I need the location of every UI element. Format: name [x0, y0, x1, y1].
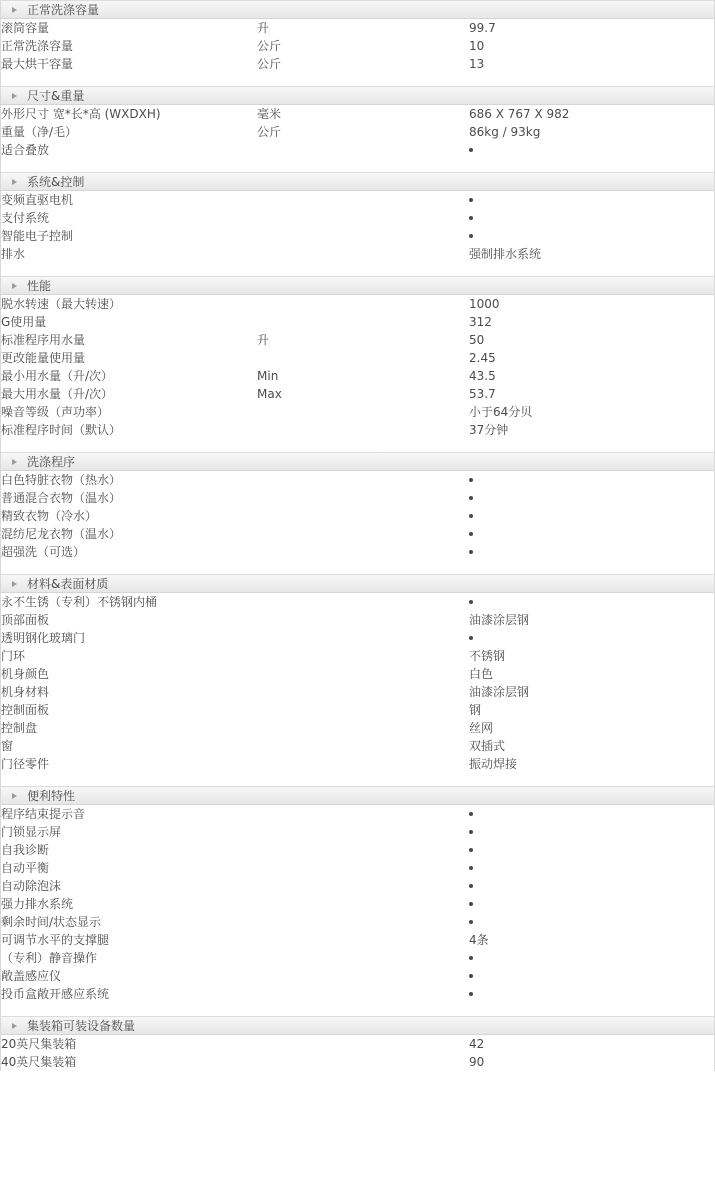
spec-table	[1, 471, 715, 561]
spec-value: 90	[469, 1055, 485, 1069]
bullet-icon	[469, 974, 473, 978]
table-row	[1, 209, 715, 227]
section-gap	[1, 263, 714, 276]
bullet-icon	[469, 496, 473, 500]
spec-unit	[257, 683, 469, 701]
spec-unit	[257, 141, 469, 159]
spec-name: 门环	[1, 649, 26, 663]
spec-table	[1, 805, 715, 1003]
table-row	[1, 683, 715, 701]
table-row	[1, 1053, 715, 1071]
table-row	[1, 141, 715, 159]
table-row	[1, 331, 715, 349]
spec-name: 精致衣物（冷水）	[1, 509, 98, 523]
table-row	[1, 719, 715, 737]
table-row	[1, 611, 715, 629]
spec-name: 控制盘	[1, 721, 38, 735]
spec-name: 顶部面板	[1, 613, 50, 627]
spec-name: 敞盖感应仪	[1, 969, 62, 983]
table-row	[1, 385, 715, 403]
spec-value	[469, 525, 715, 543]
spec-value	[469, 967, 715, 985]
spec-value	[469, 191, 715, 209]
spec-name: 变频直驱电机	[1, 193, 74, 207]
spec-unit: 升	[257, 333, 270, 347]
spec-value	[469, 209, 715, 227]
spec-value: 86kg / 93kg	[469, 125, 541, 139]
spec-name: （专利）静音操作	[1, 951, 98, 965]
spec-name: 噪音等级（声功率）	[1, 405, 110, 419]
spec-name: 控制面板	[1, 703, 50, 717]
table-row	[1, 1035, 715, 1053]
table-row	[1, 227, 715, 245]
chevron-right-icon[interactable]	[12, 793, 17, 799]
spec-unit	[257, 543, 469, 561]
table-row	[1, 245, 715, 263]
bullet-icon	[469, 992, 473, 996]
table-row	[1, 805, 715, 823]
spec-unit	[257, 209, 469, 227]
bullet-icon	[469, 234, 473, 238]
spec-name: 混纺尼龙衣物（温水）	[1, 527, 122, 541]
spec-value: 686 X 767 X 982	[469, 107, 570, 121]
bullet-icon	[469, 216, 473, 220]
spec-unit: 公斤	[257, 125, 282, 139]
table-row	[1, 543, 715, 561]
section-header[interactable]	[1, 1016, 714, 1035]
spec-value: 13	[469, 57, 485, 71]
bullet-icon	[469, 148, 473, 152]
table-row	[1, 823, 715, 841]
spec-name: 滚筒容量	[1, 21, 50, 35]
spec-unit	[257, 665, 469, 683]
spec-value: 2.45	[469, 351, 496, 365]
spec-unit	[257, 1035, 469, 1053]
spec-table	[1, 191, 715, 263]
bullet-icon	[469, 956, 473, 960]
spec-unit	[257, 913, 469, 931]
section-gap	[1, 73, 714, 86]
section-gap	[1, 561, 714, 574]
spec-value: 不锈钢	[469, 649, 506, 663]
spec-unit: Min	[257, 369, 279, 383]
spec-unit	[257, 507, 469, 525]
section-title: 尺寸&重量	[27, 89, 85, 103]
spec-name: 外形尺寸 宽*长*高 (WXDXH)	[1, 107, 161, 121]
spec-unit	[257, 313, 469, 331]
spec-name: 排水	[1, 247, 26, 261]
section-header[interactable]	[1, 86, 714, 105]
section-title: 洗涤程序	[27, 455, 76, 469]
spec-value: 50	[469, 333, 485, 347]
spec-unit	[257, 191, 469, 209]
spec-value	[469, 593, 715, 611]
spec-value: 1000	[469, 297, 500, 311]
spec-name: 投币盒敞开感应系统	[1, 987, 110, 1001]
spec-unit	[257, 895, 469, 913]
spec-unit	[257, 471, 469, 489]
table-row	[1, 367, 715, 385]
spec-name: 标准程序用水量	[1, 333, 86, 347]
chevron-right-icon[interactable]	[12, 93, 17, 99]
spec-name: 适合叠放	[1, 143, 50, 157]
spec-value	[469, 471, 715, 489]
spec-name: 支付系统	[1, 211, 50, 225]
spec-unit	[257, 985, 469, 1003]
spec-name: 剩余时间/状态显示	[1, 915, 102, 929]
spec-unit	[257, 593, 469, 611]
section-header[interactable]	[1, 574, 714, 593]
chevron-right-icon[interactable]	[12, 7, 17, 13]
spec-value: 钢	[469, 703, 482, 717]
spec-unit: Max	[257, 387, 282, 401]
section-header[interactable]	[1, 276, 714, 295]
bullet-icon	[469, 866, 473, 870]
table-row	[1, 949, 715, 967]
spec-unit	[257, 525, 469, 543]
spec-unit	[257, 949, 469, 967]
table-row	[1, 105, 715, 123]
table-row	[1, 295, 715, 313]
section-title: 性能	[27, 279, 52, 293]
table-row	[1, 859, 715, 877]
spec-name: 永不生锈（专利）不锈钢内桶	[1, 595, 158, 609]
spec-unit: 公斤	[257, 57, 282, 71]
spec-value: 43.5	[469, 369, 496, 383]
spec-unit	[257, 967, 469, 985]
spec-value: 强制排水系统	[469, 247, 542, 261]
spec-value	[469, 543, 715, 561]
table-row	[1, 525, 715, 543]
section-title: 便利特性	[27, 789, 76, 803]
spec-value: 油漆涂层钢	[469, 613, 530, 627]
table-row	[1, 593, 715, 611]
spec-name: 门锁显示屏	[1, 825, 62, 839]
spec-value: 53.7	[469, 387, 496, 401]
spec-unit	[257, 701, 469, 719]
table-row	[1, 701, 715, 719]
table-row	[1, 931, 715, 949]
bullet-icon	[469, 514, 473, 518]
spec-table	[1, 593, 715, 773]
spec-name: 程序结束提示音	[1, 807, 86, 821]
spec-unit	[257, 489, 469, 507]
spec-unit	[257, 629, 469, 647]
spec-name: 机身材料	[1, 685, 50, 699]
spec-name: 20英尺集装箱	[1, 1037, 77, 1051]
spec-unit	[257, 841, 469, 859]
chevron-right-icon[interactable]	[12, 179, 17, 185]
spec-unit	[257, 737, 469, 755]
chevron-right-icon[interactable]	[12, 283, 17, 289]
table-row	[1, 489, 715, 507]
spec-name: 透明钢化玻璃门	[1, 631, 86, 645]
section-gap	[1, 1003, 714, 1016]
chevron-right-icon[interactable]	[12, 581, 17, 587]
section-title: 正常洗涤容量	[27, 3, 100, 17]
spec-name: 脱水转速（最大转速）	[1, 297, 122, 311]
spec-value	[469, 913, 715, 931]
table-row	[1, 403, 715, 421]
spec-unit	[257, 805, 469, 823]
spec-unit	[257, 877, 469, 895]
spec-name: 机身颜色	[1, 667, 50, 681]
spec-value: 99.7	[469, 21, 496, 35]
spec-name: 普通混合衣物（温水）	[1, 491, 122, 505]
spec-value: 振动焊接	[469, 757, 518, 771]
spec-value	[469, 841, 715, 859]
bullet-icon	[469, 532, 473, 536]
spec-unit	[257, 611, 469, 629]
spec-value: 油漆涂层钢	[469, 685, 530, 699]
table-row	[1, 737, 715, 755]
spec-value: 双插式	[469, 739, 506, 753]
table-row	[1, 647, 715, 665]
spec-table	[1, 1035, 715, 1071]
section-title: 材料&表面材质	[27, 577, 109, 591]
spec-name: 白色特脏衣物（热水）	[1, 473, 122, 487]
section-gap	[1, 773, 714, 786]
table-row	[1, 755, 715, 773]
spec-value	[469, 805, 715, 823]
spec-unit	[257, 403, 469, 421]
spec-value: 4条	[469, 933, 489, 947]
spec-name: 自动除泡沫	[1, 879, 62, 893]
spec-value	[469, 141, 715, 159]
bullet-icon	[469, 830, 473, 834]
table-row	[1, 349, 715, 367]
spec-name: 智能电子控制	[1, 229, 74, 243]
bullet-icon	[469, 812, 473, 816]
spec-name: 窗	[1, 739, 14, 753]
spec-table	[1, 105, 715, 159]
bullet-icon	[469, 902, 473, 906]
table-row	[1, 123, 715, 141]
spec-name: 重量（净/毛）	[1, 125, 78, 139]
spec-unit	[257, 349, 469, 367]
spec-name: 自动平衡	[1, 861, 50, 875]
spec-name: 超强洗（可选）	[1, 545, 86, 559]
table-row	[1, 191, 715, 209]
section-header[interactable]	[1, 452, 714, 471]
spec-unit	[257, 823, 469, 841]
table-row	[1, 313, 715, 331]
table-row	[1, 967, 715, 985]
bullet-icon	[469, 550, 473, 554]
spec-name: 可调节水平的支撑腿	[1, 933, 110, 947]
spec-value	[469, 629, 715, 647]
spec-value: 312	[469, 315, 492, 329]
table-row	[1, 841, 715, 859]
table-row	[1, 629, 715, 647]
spec-name: G使用量	[1, 315, 47, 329]
spec-unit: 公斤	[257, 39, 282, 53]
bullet-icon	[469, 636, 473, 640]
spec-name: 最大用水量（升/次）	[1, 387, 114, 401]
spec-unit: 毫米	[257, 107, 282, 121]
bullet-icon	[469, 600, 473, 604]
table-row	[1, 19, 715, 37]
table-row	[1, 895, 715, 913]
spec-unit: 升	[257, 21, 270, 35]
spec-value	[469, 877, 715, 895]
spec-name: 最小用水量（升/次）	[1, 369, 114, 383]
spec-unit	[257, 647, 469, 665]
spec-table	[1, 295, 715, 439]
table-row	[1, 913, 715, 931]
spec-name: 标准程序时间（默认）	[1, 423, 122, 437]
spec-unit	[257, 1053, 469, 1071]
spec-value: 白色	[469, 667, 494, 681]
table-row	[1, 421, 715, 439]
spec-unit	[257, 295, 469, 313]
spec-value: 37分钟	[469, 423, 509, 437]
spec-name: 更改能量使用量	[1, 351, 86, 365]
table-row	[1, 665, 715, 683]
section-header[interactable]	[1, 0, 714, 19]
spec-value: 42	[469, 1037, 485, 1051]
bullet-icon	[469, 884, 473, 888]
spec-value	[469, 949, 715, 967]
spec-name: 正常洗涤容量	[1, 39, 74, 53]
spec-value: 丝网	[469, 721, 494, 735]
table-row	[1, 877, 715, 895]
spec-unit	[257, 755, 469, 773]
spec-value	[469, 823, 715, 841]
chevron-right-icon[interactable]	[12, 459, 17, 465]
bullet-icon	[469, 198, 473, 202]
spec-name: 最大烘干容量	[1, 57, 74, 71]
spec-unit	[257, 245, 469, 263]
spec-value	[469, 227, 715, 245]
table-row	[1, 507, 715, 525]
spec-unit	[257, 931, 469, 949]
table-row	[1, 37, 715, 55]
bullet-icon	[469, 478, 473, 482]
spec-name: 40英尺集装箱	[1, 1055, 77, 1069]
section-gap	[1, 439, 714, 452]
spec-unit	[257, 227, 469, 245]
table-row	[1, 55, 715, 73]
spec-value	[469, 859, 715, 877]
section-title: 集装箱可装设备数量	[27, 1019, 136, 1033]
bullet-icon	[469, 848, 473, 852]
section-header[interactable]	[1, 172, 714, 191]
spec-name: 门径零件	[1, 757, 50, 771]
chevron-right-icon[interactable]	[12, 1023, 17, 1029]
spec-table	[1, 19, 715, 73]
spec-value	[469, 489, 715, 507]
spec-unit	[257, 859, 469, 877]
spec-value	[469, 985, 715, 1003]
bullet-icon	[469, 920, 473, 924]
section-title: 系统&控制	[27, 175, 85, 189]
spec-unit	[257, 421, 469, 439]
spec-unit	[257, 719, 469, 737]
table-row	[1, 471, 715, 489]
section-gap	[1, 159, 714, 172]
spec-value: 小于64分贝	[469, 405, 533, 419]
spec-value: 10	[469, 39, 485, 53]
table-row	[1, 985, 715, 1003]
section-header[interactable]	[1, 786, 714, 805]
spec-value	[469, 895, 715, 913]
spec-value	[469, 507, 715, 525]
spec-name: 强力排水系统	[1, 897, 74, 911]
spec-name: 自我诊断	[1, 843, 50, 857]
